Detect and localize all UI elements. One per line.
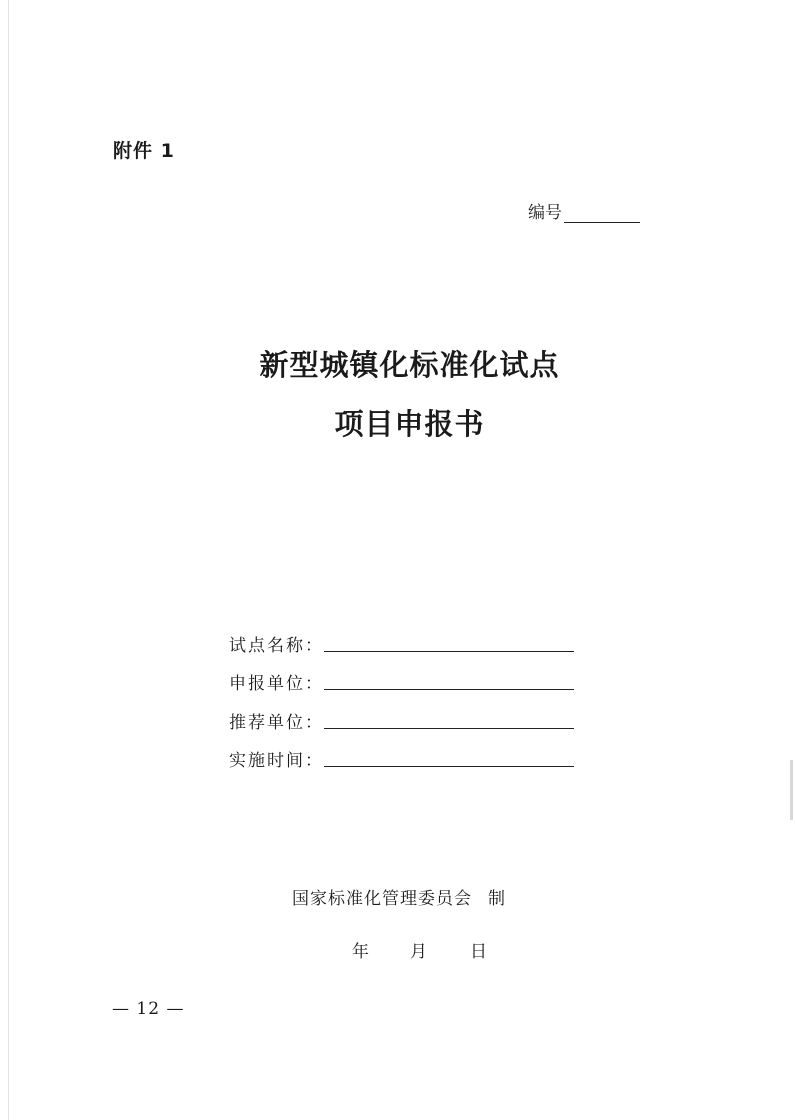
document-title-line-1: 新型城镇化标准化试点 bbox=[259, 348, 560, 382]
field-blank-line bbox=[324, 629, 574, 652]
field-blank-line bbox=[324, 706, 574, 729]
date-month: 月 bbox=[410, 942, 427, 962]
date-line bbox=[352, 937, 487, 962]
attachment-label: 附件 1 bbox=[113, 140, 175, 162]
field-recommender bbox=[229, 694, 574, 733]
field-label: 试点名称： bbox=[229, 635, 324, 656]
issuer-name: 国家标准化管理委员会 bbox=[292, 889, 472, 909]
date-year: 年 bbox=[352, 942, 369, 962]
field-blank-line bbox=[324, 667, 574, 690]
number-blank-line bbox=[564, 204, 640, 223]
field-label: 申报单位： bbox=[229, 674, 324, 694]
scan-mark bbox=[790, 760, 793, 820]
page-number: — 12 — bbox=[112, 999, 185, 1019]
number-label: 编号 bbox=[528, 203, 562, 223]
field-implementation-time bbox=[229, 733, 574, 772]
number-field bbox=[528, 198, 640, 223]
form-fields bbox=[229, 617, 574, 771]
field-label: 实施时间： bbox=[229, 751, 324, 771]
document-title-line-2: 项目申报书 bbox=[334, 407, 485, 441]
field-label: 推荐单位： bbox=[229, 712, 324, 733]
field-blank-line bbox=[324, 744, 574, 767]
date-day: 日 bbox=[470, 942, 487, 962]
field-pilot-name bbox=[229, 617, 574, 656]
field-applicant bbox=[229, 656, 574, 695]
issuer-suffix: 制 bbox=[488, 889, 506, 909]
issuer-line bbox=[292, 884, 506, 909]
scan-edge bbox=[8, 0, 9, 1120]
